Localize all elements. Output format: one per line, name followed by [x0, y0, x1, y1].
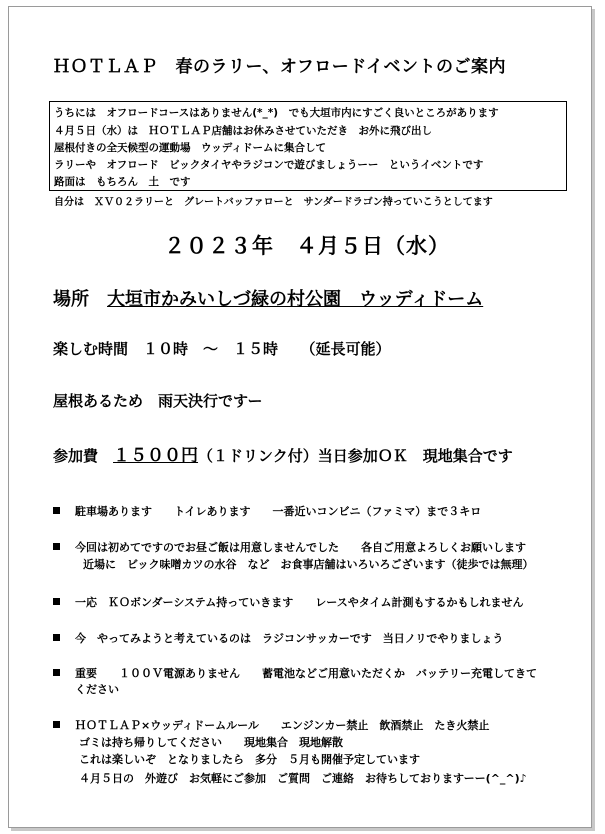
bullet-4-line-1: 今 やってみようと考えているのは ラジコンサッカーです 当日ノリでやりましょう — [75, 632, 504, 645]
event-date: ２０２３年 ４月５日（水） — [164, 234, 450, 258]
fee-details: （１ドリンク付）当日参加ＯＫ 現地集合です — [198, 447, 513, 465]
note-line: 自分は ＸＶ０２ラリーと グレートバッファローと サンダードラゴン持っていこうとしてます — [54, 197, 493, 208]
intro-line-5: 路面は もちろん 土 です — [54, 176, 191, 188]
bullet-square-icon — [53, 721, 60, 728]
fee-amount: １５００円 — [113, 446, 199, 466]
bullet-6-line-2: ゴミは持ち帰りしてください 現地集合 現地解散 — [79, 736, 343, 749]
bullet-square-icon — [53, 634, 60, 641]
bullet-square-icon — [53, 543, 60, 550]
bullet-square-icon — [53, 598, 60, 605]
time-line: 楽しむ時間 １０時 ～ １５時 （延長可能） — [53, 340, 391, 358]
bullet-2-line-1: 今回は初めてですのでお昼ご飯は用意しませんでした 各自ご用意よろしくお願いします — [75, 541, 526, 554]
intro-line-2: ４月５日（水）は ＨＯＴＬＡＰ店舗はお休みさせていただき お外に飛び出し — [54, 125, 432, 137]
bullet-2-line-2: 近場に ビック味噌カツの水谷 など お食事店舗はいろいろございます（徒歩では無理） — [83, 558, 534, 571]
intro-line-1: うちには オフロードコースはありません(*_*) でも大垣市内にすごく良いところがあります — [54, 107, 499, 119]
bullet-square-icon — [53, 669, 60, 676]
bullet-square-icon — [53, 507, 60, 514]
bullet-6-line-3: これは楽しいぞ となりましたら 多分 ５月も開催予定しています — [79, 753, 420, 766]
document-page — [8, 6, 592, 828]
page-title: ＨＯＴＬＡＰ 春のラリー、オフロードイベントのご案内 — [53, 57, 506, 77]
bullet-6-line-1: ＨＯＴＬＡＰ×ウッディドームルール エンジンカー禁止 飲酒禁止 たき火禁止 — [75, 719, 490, 732]
bullet-5-line-1: 重要 １００Ｖ電源ありません 蓄電池などご用意いただくか バッテリー充電してきて — [75, 667, 537, 680]
venue-place: 大垣市かみいしづ緑の村公園 ウッディドーム — [107, 289, 484, 310]
bullet-3-line-1: 一応 ＫＯボンダーシステム持っていきます レースやタイム計測もするかもしれません — [75, 596, 524, 609]
rain-line: 屋根あるため 雨天決行ですー — [53, 392, 263, 410]
bullet-1-line-1: 駐車場あります トイレあります 一番近いコンビニ（ファミマ）まで３キロ — [75, 505, 482, 518]
venue-label: 場所 — [53, 289, 89, 310]
venue-line — [53, 285, 483, 311]
fee-line — [53, 441, 513, 466]
fee-label: 参加費 — [53, 447, 99, 465]
intro-line-3: 屋根付きの全天候型の運動場 ウッディドームに集合して — [54, 142, 326, 154]
bullet-5-line-2: ください — [75, 683, 119, 696]
bullet-6-line-4: ４月５日の 外遊び お気軽にご参加 ご質問 ご連絡 お待ちしておりますーー(^_^)♪ — [79, 772, 527, 785]
intro-line-4: ラリーや オフロード ビックタイヤやラジコンで遊びましょうーー というイベントです — [54, 159, 484, 171]
